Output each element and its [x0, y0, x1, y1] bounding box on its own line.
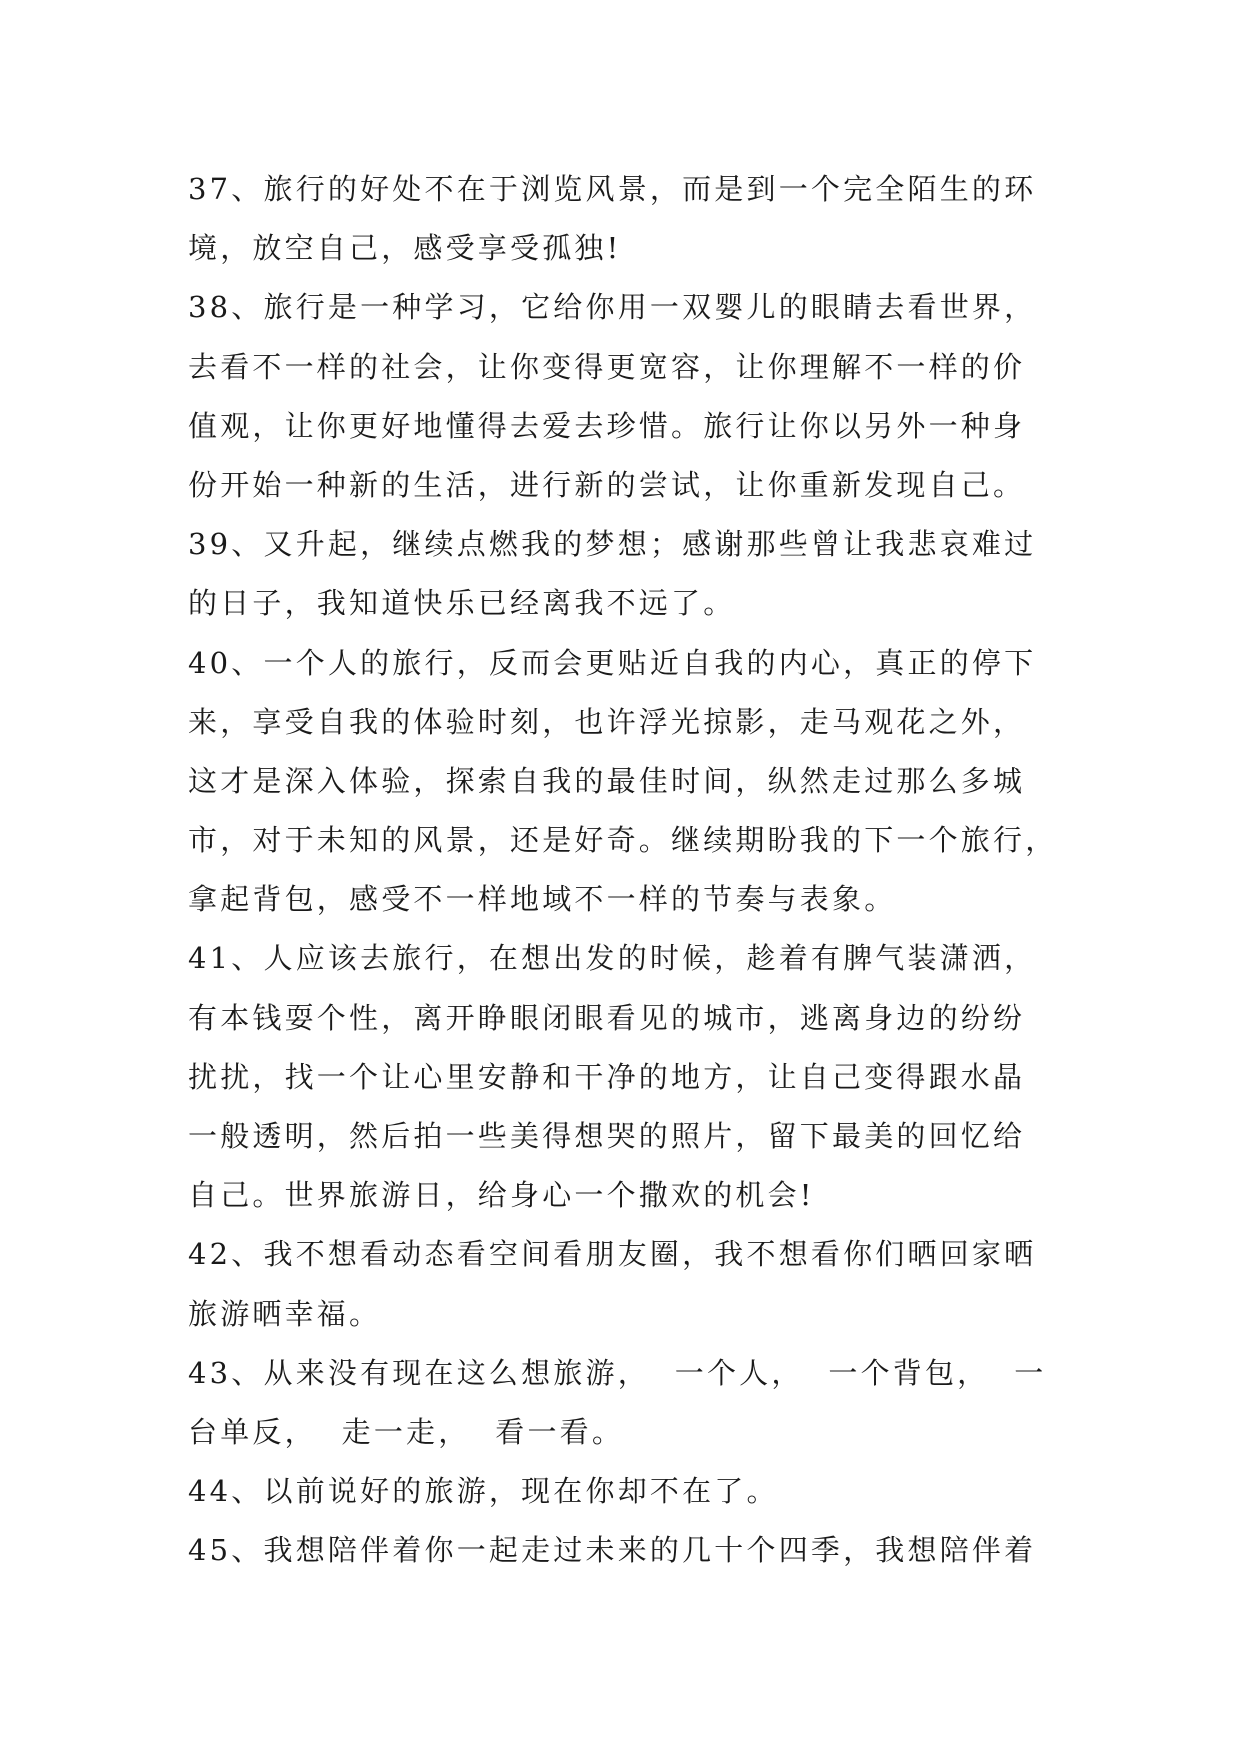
text-line: 一般透明，然后拍一些美得想哭的照片，留下最美的回忆给	[188, 1119, 1026, 1153]
text-line: 40、一个人的旅行，反而会更贴近自我的内心，真正的停下	[188, 645, 1037, 680]
text-line: 台单反， 走一走， 看一看。	[188, 1414, 625, 1449]
text-line: 扰扰，找一个让心里安静和干净的地方，让自己变得跟水晶	[188, 1059, 1026, 1094]
text-line: 境，放空自己，感受享受孤独!	[188, 231, 622, 266]
text-line: 自己。世界旅游日，给身心一个撒欢的机会!	[188, 1178, 815, 1213]
text-line: 44、以前说好的旅游，现在你却不在了。	[188, 1474, 779, 1509]
text-line: 38、旅行是一种学习，它给你用一双婴儿的眼睛去看世界，	[188, 290, 1037, 325]
text-line: 值观，让你更好地懂得去爱去珍惜。旅行让你以另外一种身	[188, 408, 1026, 443]
text-line: 市，对于未知的风景，还是好奇。继续期盼我的下一个旅行，	[188, 823, 1058, 858]
text-line: 份开始一种新的生活，进行新的尝试，让你重新发现自己。	[188, 467, 1026, 502]
text-line: 拿起背包，感受不一样地域不一样的节奏与表象。	[188, 882, 897, 917]
document-text-body	[188, 160, 1068, 1581]
text-line: 39、又升起，继续点燃我的梦想；感谢那些曾让我悲哀难过	[188, 527, 1037, 562]
text-line: 42、我不想看动态看空间看朋友圈，我不想看你们晒回家晒	[188, 1237, 1037, 1272]
text-line: 旅游晒幸福。	[188, 1296, 382, 1331]
text-line: 37、旅行的好处不在于浏览风景，而是到一个完全陌生的环	[188, 172, 1037, 206]
text-line: 去看不一样的社会，让你变得更宽容，让你理解不一样的价	[188, 349, 1026, 384]
text-line: 的日子，我知道快乐已经离我不远了。	[188, 586, 736, 621]
text-line: 45、我想陪伴着你一起走过未来的几十个四季，我想陪伴着	[188, 1533, 1037, 1568]
text-line: 来，享受自我的体验时刻，也许浮光掠影，走马观花之外，	[188, 704, 1026, 739]
text-line: 这才是深入体验，探索自我的最佳时间，纵然走过那么多城	[188, 763, 1026, 798]
text-line: 有本钱耍个性，离开睁眼闭眼看见的城市，逃离身边的纷纷	[188, 1000, 1026, 1035]
text-line: 41、人应该去旅行，在想出发的时候，趁着有脾气装潇洒，	[188, 941, 1037, 976]
text-line: 43、从来没有现在这么想旅游， 一个人， 一个背包， 一	[188, 1355, 1047, 1390]
